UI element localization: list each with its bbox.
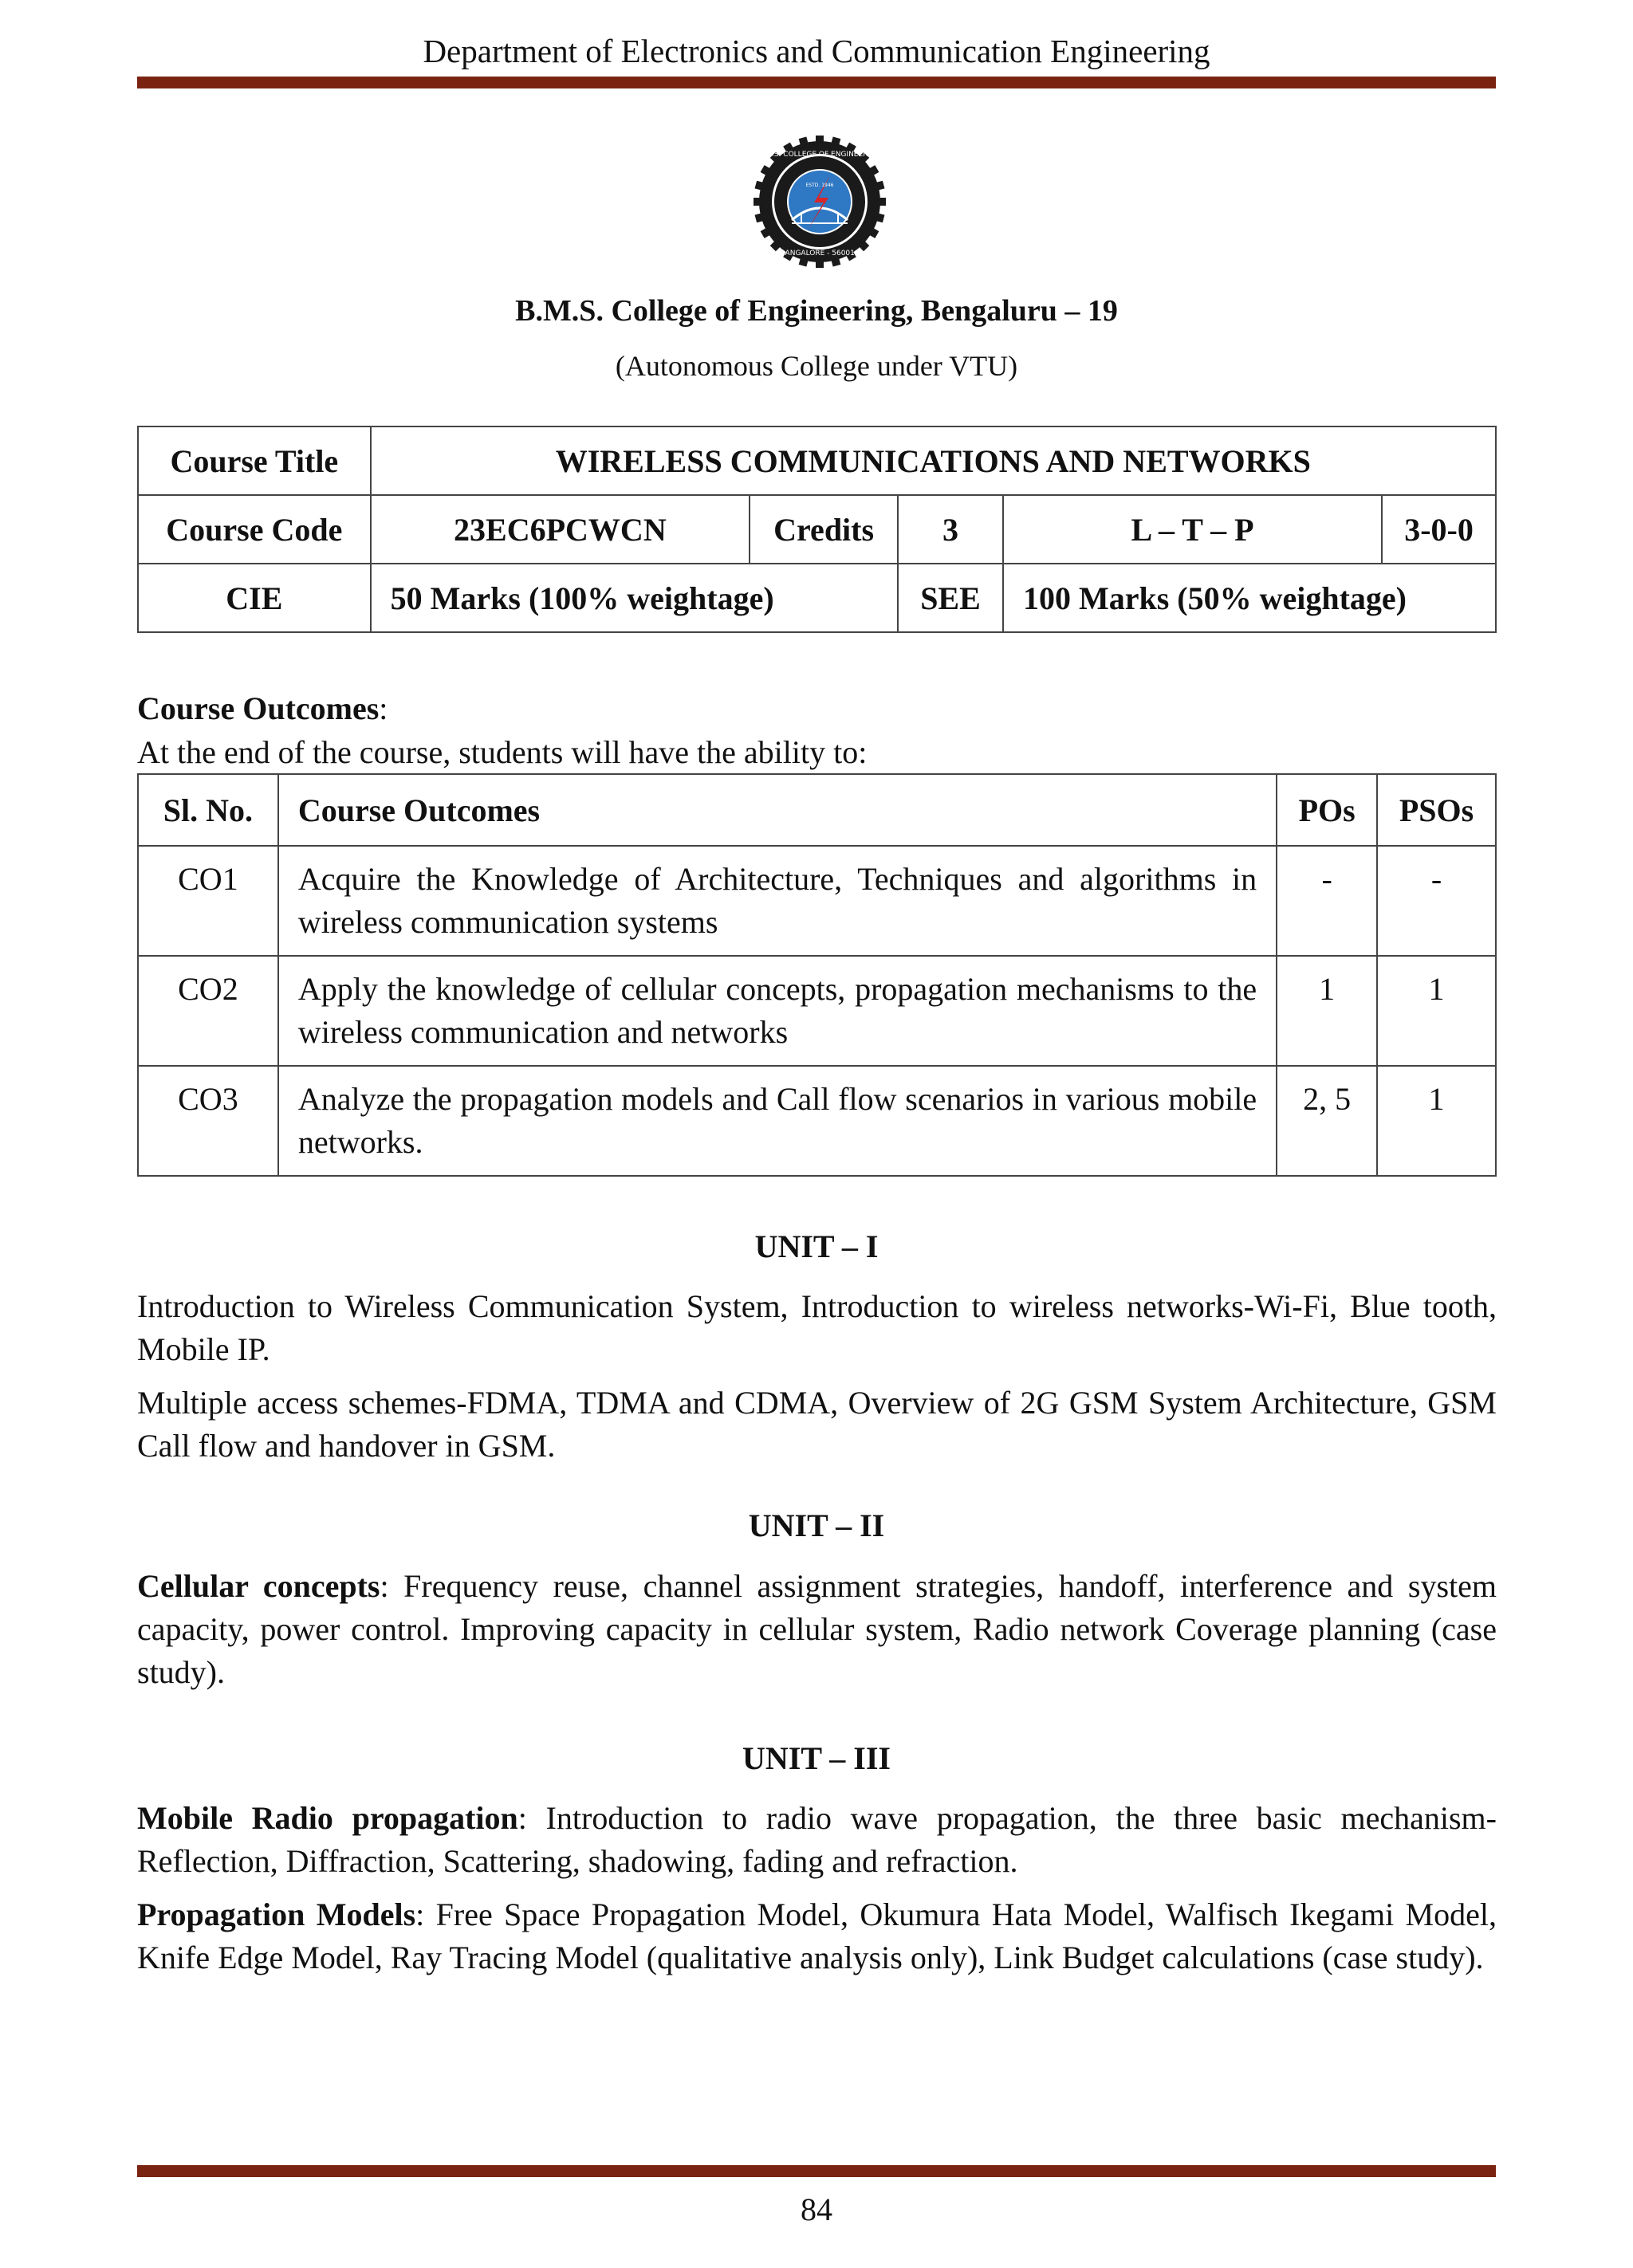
credits-value: 3 bbox=[898, 495, 1003, 564]
unit-1-paragraph-2 bbox=[137, 1382, 1497, 1468]
course-code-value: 23EC6PCWCN bbox=[371, 495, 750, 564]
co-number: CO1 bbox=[138, 846, 278, 956]
co-number: CO2 bbox=[138, 956, 278, 1066]
outcomes-header-row bbox=[138, 774, 1496, 846]
co-pos: - bbox=[1277, 846, 1377, 956]
course-outcomes-intro: At the end of the course, students will have the ability to: bbox=[137, 734, 868, 770]
see-value: 100 Marks (50% weightage) bbox=[1003, 564, 1496, 632]
course-outcomes-heading-text: Course Outcomes bbox=[137, 690, 380, 726]
unit-2-paragraph-1 bbox=[137, 1565, 1497, 1694]
unit-3-paragraph-1-text: : Introduction to radio wave propagation, the three basic mechanism-Reflection, Diffraction, Scattering, shadowing, fading and refraction. bbox=[137, 1800, 1497, 1879]
ltp-label: L – T – P bbox=[1003, 495, 1382, 564]
course-title-label: Course Title bbox=[138, 426, 371, 495]
course-outcomes-table bbox=[137, 773, 1497, 1177]
co-description: Analyze the propagation models and Call flow scenarios in various mobile networks. bbox=[278, 1066, 1277, 1176]
unit-1-paragraph-1 bbox=[137, 1285, 1497, 1371]
ltp-value: 3-0-0 bbox=[1382, 495, 1496, 564]
col-header-psos: PSOs bbox=[1377, 774, 1496, 846]
co-pos: 1 bbox=[1277, 956, 1377, 1066]
co-description: Acquire the Knowledge of Architecture, Techniques and algorithms in wireless communication systems bbox=[278, 846, 1277, 956]
co-pos: 2, 5 bbox=[1277, 1066, 1377, 1176]
co-psos: 1 bbox=[1377, 1066, 1496, 1176]
unit-1-title: UNIT – I bbox=[754, 1228, 879, 1264]
course-title-value: WIRELESS COMMUNICATIONS AND NETWORKS bbox=[371, 426, 1496, 495]
logo-inner-text: ESTD. 1946 bbox=[805, 183, 834, 188]
college-logo bbox=[752, 134, 887, 269]
table-row bbox=[138, 956, 1496, 1066]
college-subtitle: (Autonomous College under VTU) bbox=[615, 350, 1018, 382]
unit-2-paragraph-1-text: : Frequency reuse, channel assignment strategies, handoff, interference and system capacity, power control. Improving capacity in cellular system, Radio network Coverage planning (case study). bbox=[137, 1568, 1497, 1690]
logo-ring-text-bottom: BANGALORE - 560019 bbox=[780, 250, 860, 257]
co-description: Apply the knowledge of cellular concepts, propagation mechanisms to the wireless communication and networks bbox=[278, 956, 1277, 1066]
col-header-sl-no: Sl. No. bbox=[138, 774, 278, 846]
unit-3-paragraph-1 bbox=[137, 1797, 1497, 1883]
unit-1-paragraph-1-text: Introduction to Wireless Communication System, Introduction to wireless networks-Wi-Fi, Blue tooth, Mobile IP. bbox=[137, 1288, 1497, 1367]
header-rule bbox=[137, 77, 1496, 88]
course-code-label: Course Code bbox=[138, 495, 371, 564]
cie-value: 50 Marks (100% weightage) bbox=[371, 564, 898, 632]
credits-label: Credits bbox=[750, 495, 898, 564]
course-info-table bbox=[137, 426, 1497, 633]
course-code-row bbox=[138, 495, 1496, 564]
course-title-row bbox=[138, 426, 1496, 495]
col-header-pos: POs bbox=[1277, 774, 1377, 846]
marks-row bbox=[138, 564, 1496, 632]
page-number: 84 bbox=[801, 2191, 832, 2227]
unit-2-title: UNIT – II bbox=[748, 1507, 885, 1543]
logo-ring-text-top: B.M.S. COLLEGE OF ENGINEERING bbox=[758, 151, 881, 159]
footer-rule bbox=[137, 2165, 1496, 2177]
co-psos: - bbox=[1377, 846, 1496, 956]
unit-3-paragraph-2-lead: Propagation Models bbox=[137, 1897, 416, 1932]
college-name: B.M.S. College of Engineering, Bengaluru – 19 bbox=[515, 294, 1118, 328]
table-row bbox=[138, 1066, 1496, 1176]
col-header-course-outcomes: Course Outcomes bbox=[278, 774, 1277, 846]
course-outcomes-heading bbox=[137, 690, 388, 727]
unit-3-paragraph-2 bbox=[137, 1893, 1497, 1979]
table-row bbox=[138, 846, 1496, 956]
cie-label: CIE bbox=[138, 564, 371, 632]
unit-3-paragraph-2-text: : Free Space Propagation Model, Okumura Hata Model, Walfisch Ikegami Model, Knife Edge Model, Ray Tracing Model (qualitative analysis only), Link Budget calculations (case study). bbox=[137, 1897, 1497, 1975]
unit-2-paragraph-1-lead: Cellular concepts bbox=[137, 1568, 380, 1604]
co-number: CO3 bbox=[138, 1066, 278, 1176]
unit-3-paragraph-1-lead: Mobile Radio propagation bbox=[137, 1800, 518, 1836]
see-label: SEE bbox=[898, 564, 1003, 632]
co-psos: 1 bbox=[1377, 956, 1496, 1066]
unit-1-paragraph-2-text: Multiple access schemes-FDMA, TDMA and CDMA, Overview of 2G GSM System Architecture, GSM Call flow and handover in GSM. bbox=[137, 1385, 1497, 1464]
unit-3-title: UNIT – III bbox=[742, 1740, 891, 1776]
course-outcomes-heading-colon: : bbox=[379, 690, 388, 726]
department-header: Department of Electronics and Communication Engineering bbox=[423, 33, 1210, 69]
